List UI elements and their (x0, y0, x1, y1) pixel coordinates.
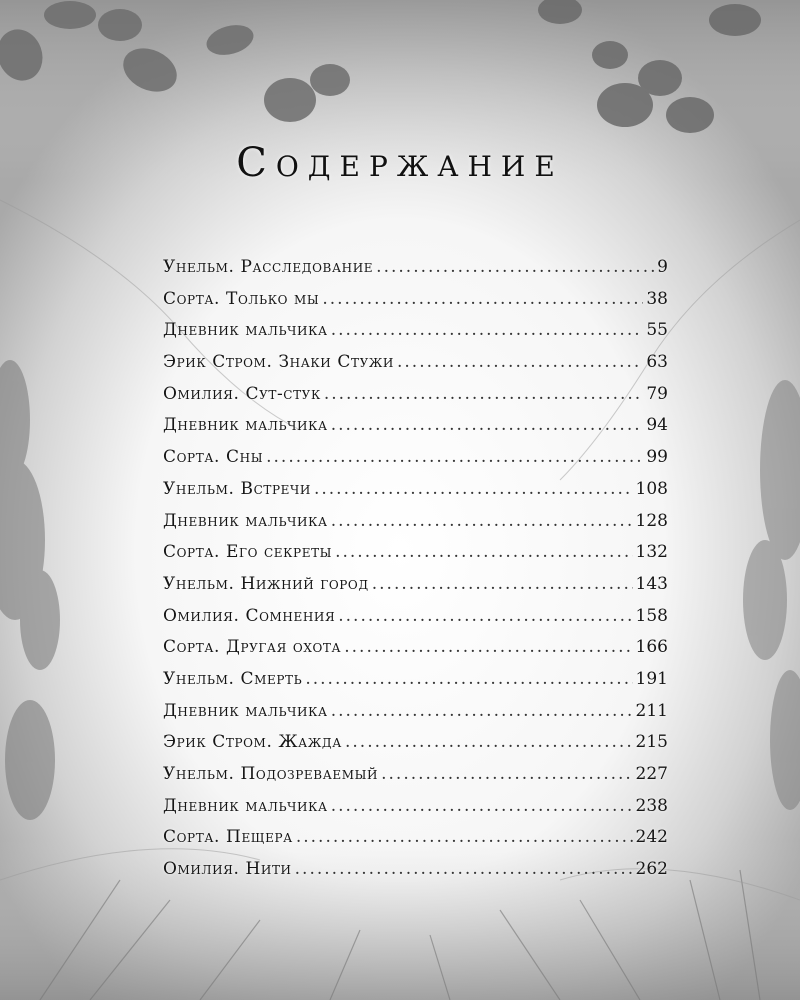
table-of-contents (163, 252, 668, 886)
toc-leader-dots (344, 632, 632, 664)
toc-entry-label: Сорта. Сны (163, 447, 264, 468)
toc-entry-page: 132 (635, 542, 668, 563)
toc-entry[interactable] (163, 759, 668, 791)
toc-entry-page: 191 (635, 668, 668, 689)
toc-entry[interactable] (163, 379, 668, 411)
toc-leader-dots (296, 822, 633, 854)
toc-entry-label: Унельм. Встречи (163, 478, 311, 499)
toc-leader-dots (376, 252, 654, 284)
toc-leader-dots (305, 664, 632, 696)
toc-entry-page: 215 (635, 732, 668, 753)
toc-entry-page: 38 (646, 288, 668, 309)
toc-entry[interactable] (163, 506, 668, 538)
toc-entry-page: 211 (635, 700, 668, 721)
toc-entry-label: Эрик Стром. Знаки Стужи (163, 352, 394, 373)
toc-entry-label: Сорта. Пещера (163, 827, 293, 848)
toc-leader-dots (372, 569, 633, 601)
toc-entry[interactable] (163, 727, 668, 759)
toc-entry-page: 227 (635, 764, 668, 784)
toc-entry-page: 108 (635, 478, 668, 499)
toc-leader-dots (322, 284, 643, 316)
toc-entry-page: 94 (646, 415, 668, 436)
toc-entry-page: 128 (635, 510, 668, 531)
toc-leader-dots (331, 791, 633, 823)
toc-entry-label: Унельм. Смерть (163, 668, 303, 689)
toc-leader-dots (381, 759, 632, 791)
toc-entry-page: 158 (635, 605, 668, 626)
page-title: Содержание (236, 140, 564, 186)
toc-entry-label: Унельм. Нижний город (163, 573, 369, 594)
toc-entry-label: Сорта. Другая охота (163, 637, 342, 658)
toc-entry[interactable] (163, 822, 668, 854)
toc-entry[interactable] (163, 537, 668, 569)
toc-entry-label: Дневник мальчика (163, 415, 328, 436)
toc-entry-page: 143 (635, 573, 668, 594)
toc-entry[interactable] (163, 252, 668, 284)
toc-leader-dots (335, 537, 632, 569)
toc-entry-page: 79 (646, 383, 668, 404)
toc-entry-page: 55 (646, 320, 668, 341)
toc-entry[interactable] (163, 569, 668, 601)
toc-leader-dots (397, 347, 643, 379)
toc-entry-label: Унельм. Подозреваемый (163, 764, 379, 784)
toc-leader-dots (314, 474, 633, 506)
toc-leader-dots (331, 410, 644, 442)
toc-entry-page: 262 (635, 859, 668, 880)
toc-leader-dots (345, 727, 633, 759)
toc-leader-dots (324, 379, 644, 411)
toc-entry[interactable] (163, 601, 668, 633)
toc-entry[interactable] (163, 284, 668, 316)
toc-entry-label: Омилия. Сут-стук (163, 383, 321, 404)
toc-entry[interactable] (163, 315, 668, 347)
toc-leader-dots (331, 315, 644, 347)
toc-leader-dots (266, 442, 643, 474)
toc-entry-label: Унельм. Расследование (163, 257, 374, 277)
toc-entry[interactable] (163, 854, 668, 886)
toc-entry-label: Дневник мальчика (163, 795, 328, 816)
toc-leader-dots (331, 696, 633, 728)
toc-entry-label: Дневник мальчика (163, 700, 328, 721)
toc-entry[interactable] (163, 696, 668, 728)
toc-entry[interactable] (163, 474, 668, 506)
toc-entry-page: 9 (657, 257, 668, 277)
toc-entry-page: 238 (635, 795, 668, 816)
toc-entry-page: 166 (635, 637, 668, 658)
toc-entry-label: Сорта. Его секреты (163, 542, 333, 563)
toc-entry-label: Эрик Стром. Жажда (163, 732, 342, 753)
toc-entry-page: 63 (646, 352, 668, 373)
toc-leader-dots (338, 601, 632, 633)
toc-entry-page: 242 (635, 827, 668, 848)
toc-entry-label: Сорта. Только мы (163, 288, 320, 309)
toc-entry-label: Омилия. Нити (163, 859, 292, 880)
toc-leader-dots (331, 506, 633, 538)
toc-entry[interactable] (163, 347, 668, 379)
toc-entry-page: 99 (646, 447, 668, 468)
toc-entry[interactable] (163, 791, 668, 823)
toc-leader-dots (295, 854, 633, 886)
toc-entry[interactable] (163, 442, 668, 474)
toc-entry[interactable] (163, 632, 668, 664)
toc-entry-label: Дневник мальчика (163, 320, 328, 341)
toc-entry[interactable] (163, 410, 668, 442)
toc-entry[interactable] (163, 664, 668, 696)
toc-entry-label: Омилия. Сомнения (163, 605, 336, 626)
toc-entry-label: Дневник мальчика (163, 510, 328, 531)
